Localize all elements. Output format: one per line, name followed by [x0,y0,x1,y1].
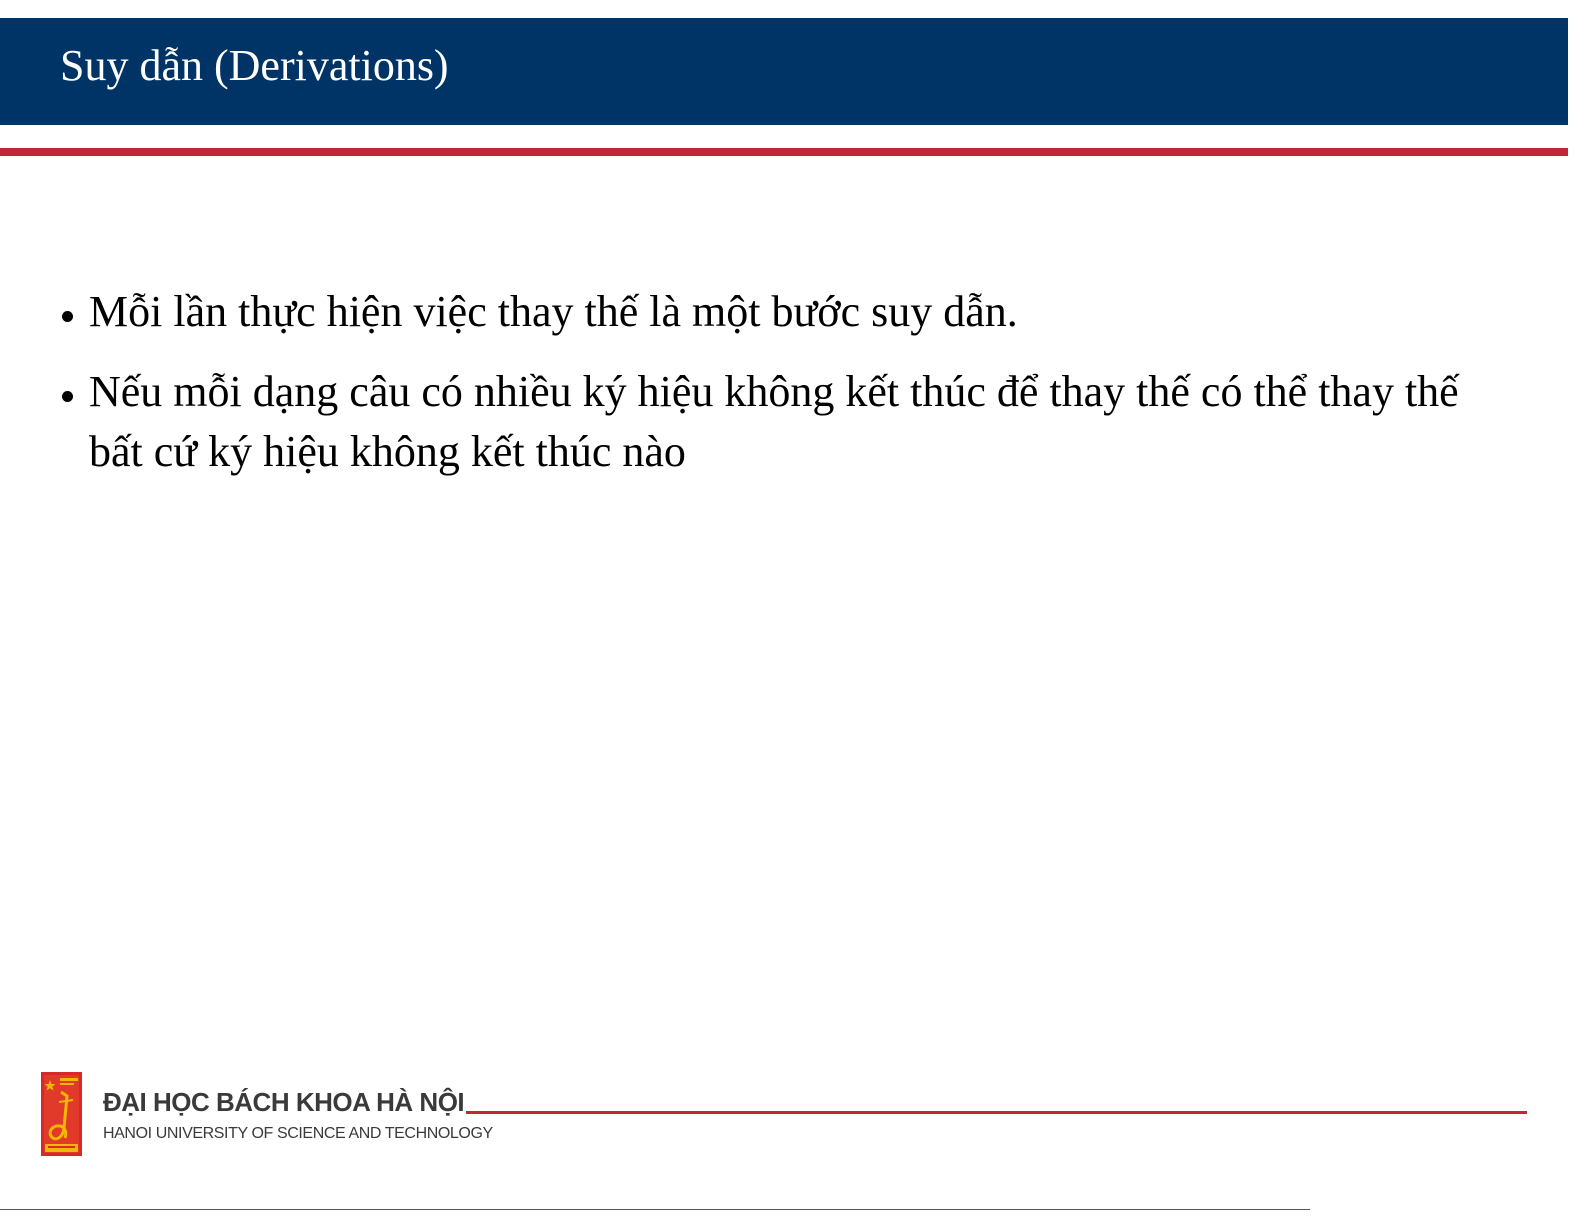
bullet-item [56,362,1496,482]
university-name-english: HANOI UNIVERSITY OF SCIENCE AND TECHNOLOGY [103,1125,493,1142]
bullet-text: Mỗi lần thực hiện việc thay thế là một bước suy dẫn. [89,287,1018,336]
bullet-item [56,282,1496,342]
bullet-text: Nếu mỗi dạng câu có nhiều ký hiệu không kết thúc để thay thế có thể thay thế bất cứ ký hiệu không kết thúc nào [89,367,1459,476]
university-name: ĐẠI HỌC BÁCH KHOA HÀ NỘI [103,1087,465,1117]
hust-logo-icon [41,1072,82,1156]
slide-content [56,282,1496,502]
header-divider [0,148,1568,156]
bullet-icon [62,311,73,322]
bullet-icon [62,391,73,402]
footer-divider [466,1111,1527,1114]
bottom-border [0,1209,1310,1210]
slide-title: Suy dẫn (Derivations) [60,41,449,90]
